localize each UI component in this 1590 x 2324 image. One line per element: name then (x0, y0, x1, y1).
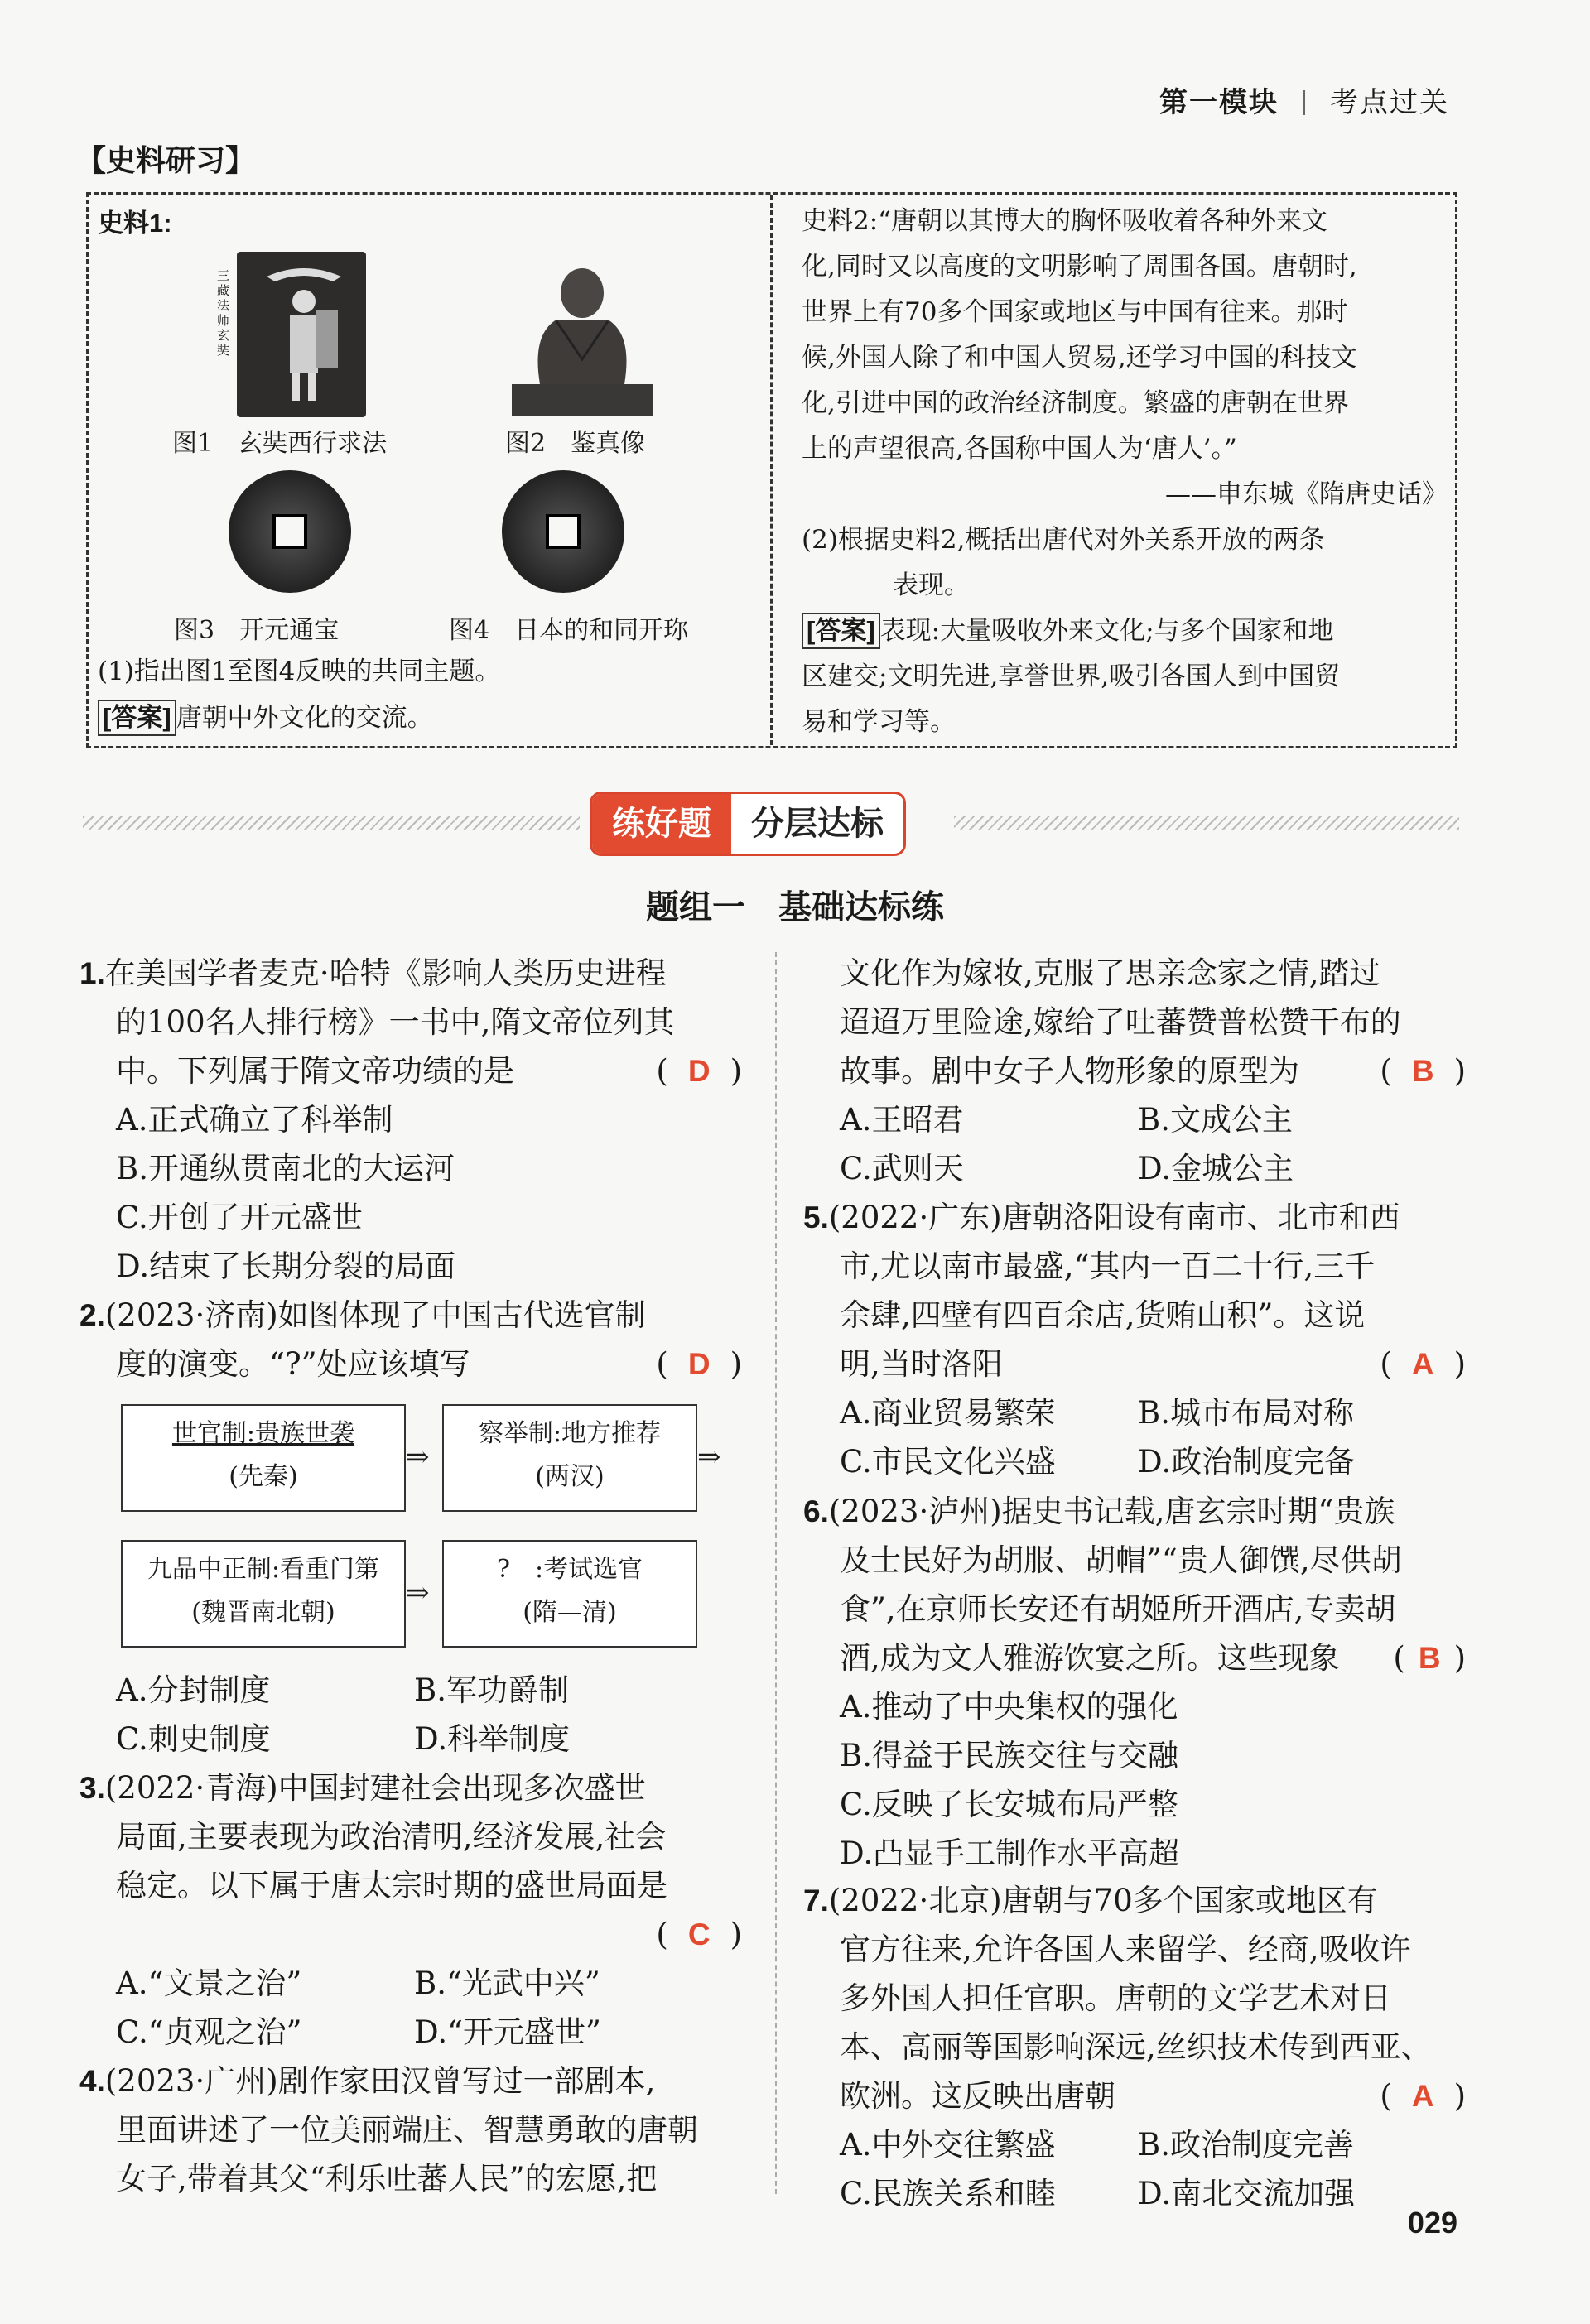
source2-answer (802, 609, 1448, 654)
flow-box-4 (442, 1540, 697, 1648)
fig3-coin-image (229, 470, 351, 593)
source2-question-cont: 表现。 (893, 570, 970, 600)
question-text: 及士民好为胡服、胡帽”“贵人御馔,尽供胡 (840, 1542, 1402, 1578)
question-text: 市,尤以南市最盛,“其内一百二十行,三千 (840, 1249, 1376, 1284)
source1-answer (98, 695, 433, 741)
question-4 (80, 2057, 742, 2203)
section-title: 【史料研习】 (76, 143, 256, 177)
flow-arrow-icon: ⇒ (406, 1441, 430, 1474)
question-6: 6.(2023·泸州)据史书记载,唐玄宗时期“贵族 及士民好为胡服、胡帽”“贵人御馔,尽供胡 食”,在京师长安还有胡姬所开酒店,专卖胡 酒,成为文人雅游饮宴之所。这些现象 ( B ) A.推动了中央集权的强化 B.得益于民族交往与交融 C.反映了长安城布局严整 D.凸显手工制作水平高超 (803, 1487, 1466, 1878)
flow-box-period: (先秦) (229, 1462, 298, 1491)
question-text: 中。下列属于隋文帝功绩的是 (116, 1053, 514, 1089)
flow-arrow-icon: ⇒ (697, 1441, 721, 1474)
group-title: 题组一 基础达标练 (646, 889, 944, 926)
option-a: A.推动了中央集权的强化 (840, 1689, 1178, 1725)
monk-figure-icon (258, 260, 349, 409)
source2-answer-text: 表现:大量吸收外来文化;与多个国家和地 (879, 616, 1334, 646)
fig4-caption: 图4 日本的和同开珎 (449, 616, 689, 645)
running-header (1159, 79, 1449, 120)
source1-question: (1)指出图1至图4反映的共同主题。 (98, 657, 501, 686)
statue-icon (507, 252, 658, 417)
answer-mark: A (1411, 1347, 1434, 1381)
option-d: D.结束了长期分裂的局面 (116, 1249, 456, 1284)
option-d: D.南北交流加强 (1138, 2176, 1356, 2211)
question-number: 6. (803, 1494, 829, 1528)
flow-box-3 (121, 1540, 406, 1648)
option-b: B.开通纵贯南北的大运河 (116, 1151, 455, 1186)
flow-box-period: (魏晋南北朝) (191, 1598, 335, 1627)
answer-mark: B (1411, 1054, 1434, 1088)
option-b: B.“光武中兴” (414, 1966, 600, 2001)
fig1-image (217, 252, 366, 417)
option-b: B.政治制度完善 (1138, 2127, 1354, 2163)
question-text: 在美国学者麦克·哈特《影响人类历史进程 (104, 955, 667, 991)
option-a: A.王昭君 (840, 1102, 964, 1138)
source2-line: 化,引进中国的政治经济制度。繁盛的唐朝在世界 (802, 388, 1349, 418)
square-hole-icon (272, 514, 307, 549)
flow-box-title: 世官制:贵族世袭 (171, 1419, 355, 1448)
source2-citation: ——申东城《隋唐史话》 (1165, 479, 1448, 509)
source2-line: 化,同时又以高度的文明影响了周围各国。唐朝时, (802, 252, 1357, 281)
source-divider (770, 195, 773, 745)
question-text: 局面,主要表现为政治清明,经济发展,社会 (116, 1819, 667, 1855)
fig2-image (507, 252, 658, 417)
question-text: 的100名人排行榜》一书中,隋文帝位列其 (116, 1004, 675, 1040)
question-text: (2022·青海)中国封建社会出现多次盛世 (104, 1770, 646, 1806)
flow-box-title: 察举制:地方推荐 (478, 1419, 662, 1448)
source2-question: (2)根据史料2,概括出唐代对外关系开放的两条 (802, 525, 1325, 555)
question-text: 余肆,四壁有四百余店,货贿山积”。这说 (840, 1297, 1366, 1333)
flow-box-title: ? :考试选官 (496, 1555, 643, 1584)
question-text: 多外国人担任官职。唐朝的文学艺术对日 (840, 1980, 1391, 2016)
question-text: 女子,带着其父“利乐吐蕃人民”的宏愿,把 (116, 2161, 658, 2196)
question-4-cont: 文化作为嫁妆,克服了思亲念家之情,踏过 迢迢万里险途,嫁给了吐蕃赞普松赞干布的 故事。剧中女子人物形象的原型为 ( B ) A.王昭君 B.文成公主 C.武则天 D.金城公主 (803, 949, 1466, 1193)
answer-mark: D (687, 1347, 711, 1381)
source2-answer-line: 区建交;文明先进,享誉世界,吸引各国人到中国贸 (802, 662, 1341, 691)
option-a: A.商业贸易繁荣 (840, 1395, 1056, 1431)
question-number: 2. (80, 1298, 105, 1332)
question-2: 2.(2023·济南)如图体现了中国古代选官制 度的演变。“?”处应该填写 ( D ) (80, 1297, 742, 1382)
question-number: 5. (803, 1200, 829, 1234)
question-text: (2022·北京)唐朝与70多个国家或地区有 (828, 1883, 1378, 1918)
fig1-side-text: 三藏法师玄奘 (217, 268, 230, 358)
option-d: D.政治制度完备 (1138, 1444, 1356, 1480)
option-d: D.科举制度 (414, 1721, 571, 1757)
flow-box-title: 九品中正制:看重门第 (147, 1555, 380, 1584)
option-b: B.军功爵制 (414, 1672, 569, 1708)
module-label: 第一模块 (1159, 87, 1279, 118)
question-text: 本、高丽等国影响深远,丝织技术传到西亚、 (840, 2029, 1432, 2065)
option-d: D.凸显手工制作水平高超 (840, 1836, 1180, 1871)
header-divider (1303, 90, 1305, 115)
question-text: 酒,成为文人雅游饮宴之所。这些现象 (840, 1640, 1340, 1676)
practice-banner (590, 792, 906, 856)
question-number: 1. (80, 956, 105, 990)
section-label: 考点过关 (1330, 87, 1449, 118)
answer-mark: C (687, 1917, 711, 1951)
flow-box-period: (两汉) (535, 1462, 605, 1491)
option-a: A.“文景之治” (116, 1966, 302, 2001)
option-b: B.文成公主 (1138, 1102, 1293, 1138)
question-2-options (116, 1666, 745, 1763)
option-c: C.刺史制度 (116, 1721, 271, 1757)
option-a: A.中外交往繁盛 (840, 2127, 1056, 2163)
banner-left-label: 练好题 (592, 794, 731, 854)
page-number: 029 (1407, 2206, 1458, 2240)
question-text: 里面讲述了一位美丽端庄、智慧勇敢的唐朝 (116, 2112, 698, 2148)
question-number: 3. (80, 1771, 105, 1805)
banner-rule-left (83, 816, 580, 830)
question-text: 故事。剧中女子人物形象的原型为 (840, 1053, 1299, 1089)
question-number: 7. (803, 1884, 829, 1917)
option-d: D.“开元盛世” (414, 2014, 601, 2050)
question-5: 5.(2022·广东)唐朝洛阳设有南市、北市和西 市,尤以南市最盛,“其内一百二十行,三千 余肆,四壁有四百余店,货贿山积”。这说 明,当时洛阳 ( A ) A.商业贸易繁荣 B.城市布局对称 C.市民文化兴盛 D.政治制度完备 (803, 1193, 1466, 1486)
question-text: 度的演变。“?”处应该填写 (116, 1346, 470, 1382)
question-text: (2023·广州)剧作家田汉曾写过一部剧本, (104, 2063, 656, 2099)
option-c: C.反映了长安城布局严整 (840, 1787, 1178, 1822)
question-text: 稳定。以下属于唐太宗时期的盛世局面是 (116, 1868, 667, 1903)
source2-line: 世界上有70多个国家或地区与中国有往来。那时 (802, 297, 1348, 327)
source2-text (802, 199, 1448, 745)
question-text: 明,当时洛阳 (840, 1346, 1003, 1382)
option-c: C.市民文化兴盛 (840, 1444, 1056, 1480)
option-d: D.金城公主 (1138, 1151, 1294, 1186)
answer-mark: D (687, 1054, 711, 1088)
column-divider (775, 952, 777, 2194)
source1-label: 史料1: (98, 209, 172, 238)
option-c: C.武则天 (840, 1151, 964, 1186)
flow-box-2 (442, 1404, 697, 1512)
answer-tag: [答案] (802, 613, 880, 649)
fig3-caption: 图3 开元通宝 (174, 616, 340, 645)
question-text: 欧洲。这反映出唐朝 (840, 2078, 1115, 2114)
option-b: B.城市布局对称 (1138, 1395, 1354, 1431)
banner-rule-right (954, 816, 1459, 830)
question-text: 食”,在京师长安还有胡姬所开酒店,专卖胡 (840, 1591, 1396, 1627)
question-1: 1.在美国学者麦克·哈特《影响人类历史进程 的100名人排行榜》一书中,隋文帝位列其 中。下列属于隋文帝功绩的是 ( D ) A.正式确立了科举制 B.开通纵贯南北的大运河 C.开创了开元盛世 D.结束了长期分裂的局面 (80, 949, 742, 1291)
question-text: 官方往来,允许各国人来留学、经商,吸收许 (840, 1932, 1411, 1967)
fig2-caption: 图2 鉴真像 (505, 429, 646, 458)
question-number: 4. (80, 2064, 105, 2098)
option-c: C.民族关系和睦 (840, 2176, 1056, 2211)
flow-box-1 (121, 1404, 406, 1512)
answer-tag: [答案] (98, 700, 176, 736)
source2-line: 候,外国人除了和中国人贸易,还学习中国的科技文 (802, 343, 1357, 373)
fig4-coin-image (502, 470, 624, 593)
option-b: B.得益于民族交往与交融 (840, 1738, 1178, 1773)
source2-line: 上的声望很高,各国称中国人为‘唐人’。” (802, 434, 1237, 464)
question-7: 7.(2022·北京)唐朝与70多个国家或地区有 官方往来,允许各国人来留学、经商,吸收许 多外国人担任官职。唐朝的文学艺术对日 本、高丽等国影响深远,丝织技术传到西亚、 欧洲。这反映出唐朝 ( A ) A.中外交往繁盛 B.政治制度完善 C.民族关系和睦 D.南北交流加强 (803, 1876, 1466, 2218)
source1-answer-text: 唐朝中外文化的交流。 (176, 703, 433, 733)
flow-arrow-icon: ⇒ (406, 1576, 430, 1609)
question-text: 迢迢万里险途,嫁给了吐蕃赞普松赞干布的 (840, 1004, 1401, 1040)
question-text: (2023·泸州)据史书记载,唐玄宗时期“贵族 (828, 1494, 1395, 1529)
option-a: A.正式确立了科举制 (116, 1102, 393, 1138)
question-text: 文化作为嫁妆,克服了思亲念家之情,踏过 (840, 955, 1380, 991)
question-3: 3.(2022·青海)中国封建社会出现多次盛世 局面,主要表现为政治清明,经济发展,社会 稳定。以下属于唐太宗时期的盛世局面是 ( C ) A.“文景之治” B.“光武中兴” C.“贞观之治” D.“开元盛世” (80, 1763, 742, 2057)
option-c: C.开创了开元盛世 (116, 1200, 363, 1235)
fig1-caption: 图1 玄奘西行求法 (172, 429, 388, 458)
option-a: A.分封制度 (116, 1672, 271, 1708)
question-text: (2022·广东)唐朝洛阳设有南市、北市和西 (828, 1200, 1400, 1235)
source2-line: 史料2:“唐朝以其博大的胸怀吸收着各种外来文 (802, 206, 1328, 236)
answer-mark: A (1411, 2079, 1434, 2113)
option-c: C.“贞观之治” (116, 2014, 302, 2050)
answer-mark: B (1418, 1641, 1441, 1675)
source2-answer-line: 易和学习等。 (802, 707, 956, 737)
question-text: (2023·济南)如图体现了中国古代选官制 (104, 1297, 646, 1333)
square-hole-icon (546, 514, 581, 549)
flow-box-period: (隋—清) (523, 1598, 617, 1627)
banner-right-label: 分层达标 (751, 806, 884, 842)
